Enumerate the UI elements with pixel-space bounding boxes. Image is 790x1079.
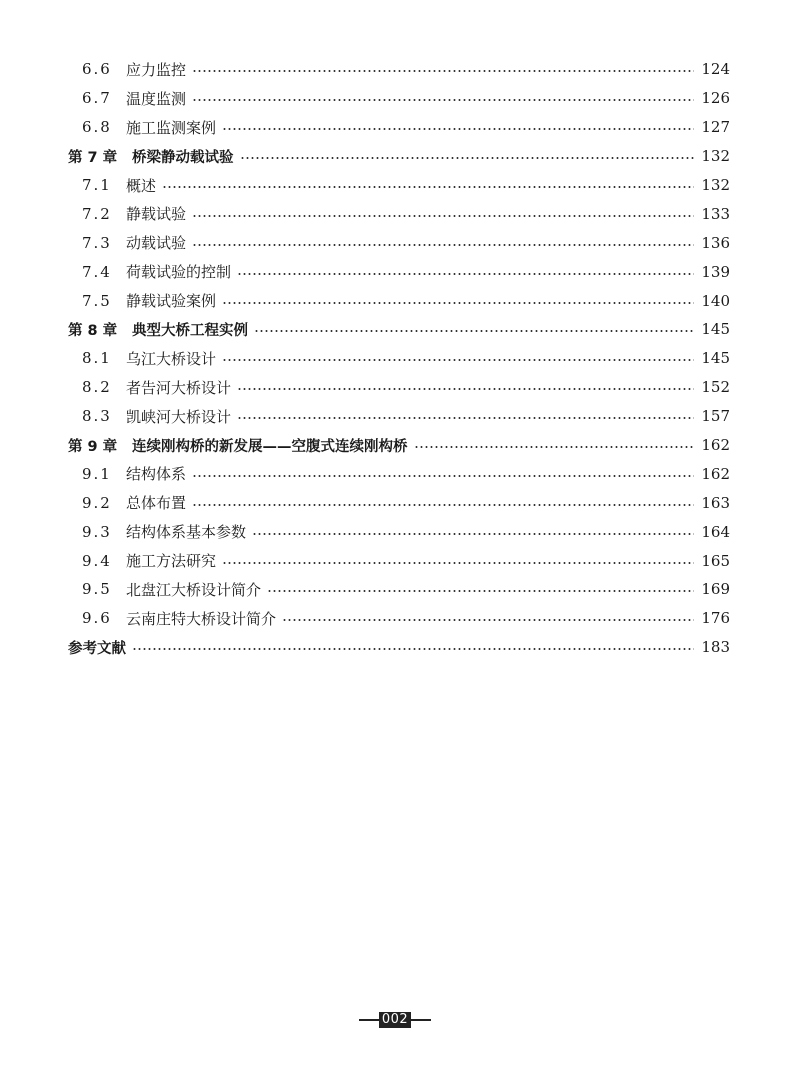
toc-entry[interactable]: [68, 113, 730, 142]
toc-entry[interactable]: [68, 575, 730, 604]
toc-title: 温度监测: [126, 89, 187, 108]
toc-entry[interactable]: [68, 199, 730, 228]
dot-leader: [240, 157, 695, 159]
toc-title: 结构体系: [126, 465, 187, 484]
toc-number: 9.2: [82, 493, 112, 512]
toc-title: 概述: [126, 176, 157, 195]
dot-leader: [222, 359, 694, 361]
toc-entry[interactable]: [68, 84, 730, 113]
toc-title: 总体布置: [126, 494, 187, 513]
toc-page: 140: [701, 291, 730, 310]
page-footer: [0, 1012, 790, 1028]
toc-number: 9.5: [82, 580, 112, 599]
toc-entry[interactable]: [68, 459, 730, 488]
toc-page: 132: [701, 147, 730, 166]
toc-number: 6.8: [82, 118, 112, 137]
page-number: 002: [379, 1012, 411, 1028]
toc-references[interactable]: [68, 633, 730, 662]
dot-leader: [237, 417, 694, 419]
references-title: 参考文献: [68, 640, 126, 657]
toc-page: 163: [701, 493, 730, 512]
toc-title: 凯峡河大桥设计: [126, 407, 232, 426]
toc-page: 126: [701, 89, 730, 108]
toc-page: 164: [701, 522, 730, 541]
dot-leader: [414, 446, 695, 448]
toc-title: 荷载试验的控制: [126, 263, 232, 282]
dot-leader: [222, 128, 694, 130]
toc-number: 7.3: [82, 233, 112, 252]
toc-chapter-title: 连续刚构桥的新发展——空腹式连续刚构桥: [132, 438, 408, 455]
toc-chapter-number: 第 8 章: [68, 322, 118, 339]
table-of-contents: [68, 55, 730, 662]
toc-number: 7.4: [82, 262, 112, 281]
footer-rule-right: [411, 1019, 431, 1021]
dot-leader: [192, 70, 694, 72]
toc-title: 北盘江大桥设计简介: [126, 580, 262, 599]
toc-number: 7.1: [82, 176, 112, 194]
toc-title: 施工方法研究: [126, 552, 217, 571]
toc-number: 6.7: [82, 89, 112, 108]
toc-page: 139: [701, 262, 730, 281]
dot-leader: [192, 99, 694, 101]
dot-leader: [192, 215, 694, 217]
dot-leader: [222, 562, 694, 564]
dot-leader: [282, 619, 694, 621]
toc-page: 183: [701, 638, 730, 657]
toc-number: 9.6: [82, 609, 112, 628]
toc-number: 7.2: [82, 204, 112, 223]
dot-leader: [192, 504, 694, 506]
toc-title: 静载试验案例: [126, 292, 217, 311]
dot-leader: [237, 273, 694, 275]
toc-title: 应力监控: [126, 60, 187, 79]
toc-chapter[interactable]: [68, 315, 730, 344]
toc-title: 动载试验: [126, 234, 187, 253]
toc-number: 9.3: [82, 522, 112, 541]
toc-entry[interactable]: [68, 517, 730, 546]
toc-entry[interactable]: [68, 228, 730, 257]
toc-chapter-title: 典型大桥工程实例: [132, 322, 248, 339]
toc-entry[interactable]: [68, 373, 730, 402]
toc-page: 165: [701, 551, 730, 570]
toc-title: 结构体系基本参数: [126, 523, 247, 542]
toc-page: 136: [701, 233, 730, 252]
toc-page: 169: [701, 580, 730, 599]
toc-number: 6.6: [82, 60, 112, 79]
toc-number: 9.4: [82, 551, 112, 570]
toc-entry[interactable]: [68, 257, 730, 286]
footer-rule-left: [359, 1019, 379, 1021]
dot-leader: [267, 590, 694, 592]
toc-number: 8.1: [82, 349, 112, 368]
toc-chapter[interactable]: [68, 142, 730, 171]
toc-page: 145: [701, 320, 730, 339]
toc-chapter-number: 第 9 章: [68, 438, 118, 455]
toc-title: 静载试验: [126, 205, 187, 224]
toc-chapter[interactable]: [68, 431, 730, 460]
toc-title: 乌江大桥设计: [126, 349, 217, 368]
toc-page: 162: [701, 436, 730, 455]
dot-leader: [192, 475, 694, 477]
toc-entry[interactable]: [68, 55, 730, 84]
toc-page: 162: [701, 464, 730, 483]
toc-entry[interactable]: [68, 488, 730, 517]
toc-page: 157: [701, 407, 730, 426]
toc-entry[interactable]: [68, 604, 730, 633]
dot-leader: [222, 302, 694, 304]
toc-page: 176: [701, 609, 730, 628]
toc-number: 7.5: [82, 291, 112, 310]
toc-page: 133: [701, 204, 730, 223]
toc-chapter-title: 桥梁静动载试验: [132, 149, 234, 166]
toc-page: 127: [701, 118, 730, 137]
toc-number: 8.3: [82, 407, 112, 426]
dot-leader: [252, 533, 694, 535]
dot-leader: [237, 388, 694, 390]
toc-number: 8.2: [82, 378, 112, 397]
toc-title: 施工监测案例: [126, 118, 217, 137]
toc-entry[interactable]: [68, 402, 730, 431]
toc-page: 124: [701, 60, 730, 79]
toc-chapter-number: 第 7 章: [68, 149, 118, 166]
toc-page: 145: [701, 349, 730, 368]
toc-page: 152: [701, 378, 730, 397]
dot-leader: [254, 330, 694, 332]
toc-entry[interactable]: [68, 546, 730, 575]
toc-number: 9.1: [82, 464, 112, 483]
dot-leader: [132, 648, 694, 650]
dot-leader: [192, 244, 694, 246]
toc-title: 者告河大桥设计: [126, 378, 232, 397]
toc-entry[interactable]: [68, 286, 730, 315]
toc-entry[interactable]: [68, 344, 730, 373]
dot-leader: [162, 186, 694, 188]
toc-title: 云南庄特大桥设计简介: [126, 609, 277, 628]
toc-page: 132: [701, 176, 730, 194]
toc-entry[interactable]: [68, 171, 730, 200]
